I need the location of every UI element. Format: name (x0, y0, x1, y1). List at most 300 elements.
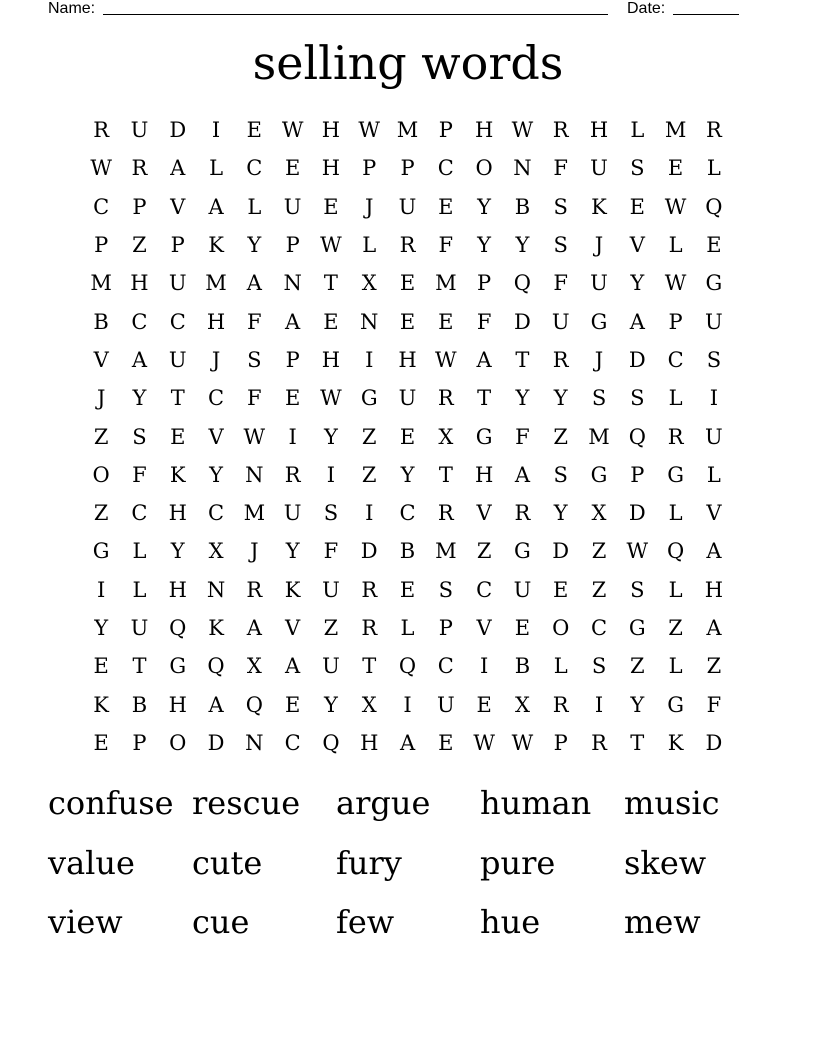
grid-letter[interactable]: R (705, 118, 722, 143)
grid-letter[interactable]: C (131, 309, 148, 334)
grid-letter[interactable]: W (664, 271, 687, 296)
grid-letter[interactable]: W (511, 118, 534, 143)
grid-letter[interactable]: E (399, 271, 416, 296)
grid-letter[interactable]: A (170, 156, 186, 181)
grid-letter[interactable]: U (130, 616, 149, 640)
grid-letter[interactable]: S (630, 386, 645, 411)
grid-letter[interactable]: Y (553, 386, 568, 411)
grid-letter[interactable]: V (208, 424, 224, 449)
grid-letter[interactable]: U (168, 271, 187, 296)
grid-letter[interactable]: E (438, 309, 454, 334)
grid-letter[interactable]: J (250, 539, 259, 564)
grid-letter[interactable]: G (475, 424, 493, 449)
grid-letter[interactable]: U (168, 347, 187, 372)
grid-letter[interactable]: V (706, 501, 722, 526)
grid-letter[interactable]: I (479, 654, 489, 679)
grid-letter[interactable]: K (208, 616, 224, 640)
grid-letter[interactable]: R (514, 501, 531, 526)
grid-letter[interactable]: P (285, 347, 300, 372)
word-bank (48, 777, 768, 956)
grid-letter[interactable]: V (476, 616, 492, 640)
grid-letter[interactable]: I (211, 118, 221, 143)
grid-letter[interactable]: G (92, 539, 110, 564)
grid-letter[interactable]: E (399, 309, 416, 334)
grid-letter[interactable]: I (288, 424, 297, 449)
grid-letter[interactable]: D (628, 347, 646, 372)
grid-letter[interactable]: Z (476, 539, 492, 564)
grid-letter[interactable]: R (246, 577, 263, 602)
grid-letter[interactable]: E (284, 156, 301, 181)
grid-letter[interactable]: A (246, 616, 262, 640)
grid-letter[interactable]: L (668, 233, 683, 258)
grid-letter[interactable]: Q (322, 730, 340, 755)
grid-letter[interactable]: S (553, 194, 568, 219)
grid-letter[interactable]: U (130, 118, 149, 143)
grid-letter[interactable]: L (668, 501, 683, 526)
grid-letter[interactable]: H (704, 577, 724, 602)
grid-letter[interactable]: C (246, 156, 263, 181)
grid-letter[interactable]: P (94, 233, 109, 258)
grid-letter[interactable]: Y (630, 271, 645, 296)
grid-letter[interactable]: L (630, 118, 645, 143)
grid-letter[interactable]: D (552, 539, 570, 564)
grid-letter[interactable]: C (437, 654, 454, 679)
grid-letter[interactable]: Y (553, 501, 568, 526)
grid-letter[interactable]: Y (285, 539, 300, 564)
grid-letter[interactable]: C (93, 194, 110, 219)
grid-letter[interactable]: E (284, 692, 301, 717)
grid-letter[interactable]: L (132, 539, 147, 564)
grid-letter[interactable]: W (358, 118, 381, 143)
grid-letter[interactable]: D (628, 501, 646, 526)
grid-letter[interactable]: K (169, 462, 186, 487)
word-bank-item: cute (192, 843, 263, 882)
grid-letter[interactable]: A (706, 539, 722, 564)
grid-letter[interactable]: D (513, 309, 531, 334)
grid-letter[interactable]: P (362, 156, 377, 181)
grid-letter[interactable]: Q (513, 271, 532, 296)
grid-letter[interactable]: E (476, 692, 492, 717)
grid-letter[interactable]: F (553, 271, 568, 296)
grid-letter[interactable]: U (398, 386, 417, 411)
grid-letter[interactable]: R (284, 462, 301, 487)
grid-letter[interactable]: P (438, 118, 453, 143)
grid-letter[interactable]: P (630, 462, 645, 487)
grid-letter[interactable]: Z (706, 654, 722, 679)
grid-letter[interactable]: L (553, 654, 568, 679)
grid-letter[interactable]: Z (668, 616, 683, 640)
grid-letter[interactable]: O (552, 616, 570, 640)
grid-letter[interactable]: P (668, 309, 683, 334)
grid-letter[interactable]: Z (630, 654, 645, 679)
grid-letter[interactable]: E (399, 424, 416, 449)
grid-letter[interactable]: A (476, 347, 492, 372)
grid-letter[interactable]: P (132, 194, 147, 219)
grid-letter[interactable]: W (473, 730, 495, 755)
grid-letter[interactable]: V (476, 501, 492, 526)
grid-letter[interactable]: K (208, 233, 224, 258)
grid-letter[interactable]: P (553, 730, 568, 755)
grid-letter[interactable]: E (323, 309, 339, 334)
grid-letter[interactable]: D (207, 730, 225, 755)
grid-letter[interactable]: A (514, 462, 530, 487)
grid-letter[interactable]: Y (132, 386, 147, 411)
grid-letter[interactable]: S (591, 654, 607, 679)
grid-letter[interactable]: M (205, 271, 227, 296)
grid-letter[interactable]: M (90, 271, 112, 296)
grid-letter[interactable]: L (668, 577, 683, 602)
grid-letter[interactable]: Z (361, 424, 377, 449)
grid-letter[interactable]: W (626, 539, 649, 564)
grid-letter[interactable]: U (436, 692, 455, 717)
grid-letter[interactable]: X (361, 692, 377, 717)
grid-letter[interactable]: T (170, 386, 185, 411)
grid-letter[interactable]: Q (245, 692, 263, 717)
grid-letter[interactable]: O (475, 156, 493, 181)
grid-letter[interactable]: Q (207, 654, 225, 679)
grid-letter[interactable]: T (132, 654, 147, 679)
word-bank-item: argue (336, 784, 431, 822)
grid-letter[interactable]: A (208, 692, 224, 717)
grid-letter[interactable]: E (399, 577, 416, 602)
grid-letter[interactable]: L (247, 194, 262, 219)
grid-letter[interactable]: F (476, 309, 492, 334)
grid-letter[interactable]: E (706, 233, 722, 258)
grid-letter[interactable]: D (705, 730, 723, 755)
grid-letter[interactable]: O (169, 730, 187, 755)
grid-letter[interactable]: D (169, 118, 187, 143)
grid-letter[interactable]: H (398, 347, 417, 372)
grid-letter[interactable]: Y (515, 233, 530, 258)
grid-letter[interactable]: K (667, 730, 684, 755)
grid-letter[interactable]: N (206, 577, 226, 602)
grid-letter[interactable]: L (668, 654, 683, 679)
grid-letter[interactable]: Z (553, 424, 568, 449)
grid-letter[interactable]: K (93, 692, 109, 717)
grid-letter[interactable]: H (321, 347, 341, 372)
grid-letter[interactable]: F (323, 539, 339, 564)
grid-letter[interactable]: N (245, 462, 264, 487)
grid-letter[interactable]: M (396, 118, 419, 143)
grid-letter[interactable]: P (400, 156, 415, 181)
grid-letter[interactable]: E (323, 194, 339, 219)
grid-letter[interactable]: T (630, 730, 645, 755)
grid-letter[interactable]: R (361, 616, 378, 640)
grid-letter[interactable]: U (283, 194, 302, 219)
grid-letter[interactable]: I (97, 577, 106, 602)
grid-letter[interactable]: G (705, 271, 723, 296)
grid-letter[interactable]: Y (515, 386, 530, 411)
grid-letter[interactable]: R (591, 730, 607, 755)
grid-letter[interactable]: G (667, 462, 684, 487)
grid-letter[interactable]: M (664, 118, 687, 143)
grid-letter[interactable]: R (93, 118, 110, 143)
grid-letter[interactable]: J (594, 233, 604, 258)
grid-letter[interactable]: U (513, 577, 532, 602)
grid-letter[interactable]: M (243, 501, 266, 526)
grid-letter[interactable]: V (93, 347, 109, 372)
grid-letter[interactable]: G (590, 462, 608, 487)
grid-letter[interactable]: C (208, 501, 225, 526)
grid-letter[interactable]: U (590, 271, 608, 296)
grid-letter[interactable]: L (400, 616, 415, 640)
grid-letter[interactable]: X (361, 271, 377, 296)
grid-letter[interactable]: T (362, 654, 377, 679)
grid-letter[interactable]: R (437, 386, 454, 411)
grid-letter[interactable]: R (437, 501, 454, 526)
grid-letter[interactable]: Y (323, 424, 338, 449)
grid-letter[interactable]: I (326, 462, 336, 487)
grid-letter[interactable]: H (168, 501, 187, 526)
grid-letter[interactable]: W (243, 424, 266, 449)
grid-letter[interactable]: S (630, 577, 645, 602)
name-blank-line[interactable] (103, 14, 608, 15)
grid-letter[interactable]: D (360, 539, 378, 564)
grid-letter[interactable]: Q (169, 616, 187, 640)
grid-letter[interactable]: M (435, 539, 457, 564)
grid-letter[interactable]: B (514, 654, 531, 679)
grid-letter[interactable]: C (437, 156, 454, 181)
grid-letter[interactable]: N (513, 156, 532, 181)
grid-letter[interactable]: L (668, 386, 683, 411)
grid-letter[interactable]: Z (323, 616, 339, 640)
grid-letter[interactable]: Y (94, 616, 109, 640)
grid-letter[interactable]: A (285, 309, 301, 334)
date-blank-line[interactable] (673, 14, 739, 15)
grid-letter[interactable]: R (131, 156, 148, 181)
grid-letter[interactable]: E (170, 424, 186, 449)
grid-letter[interactable]: Y (477, 233, 492, 258)
grid-letter[interactable]: G (514, 539, 531, 564)
grid-letter[interactable]: E (438, 730, 454, 755)
grid-letter[interactable]: W (90, 156, 112, 181)
grid-letter[interactable]: F (706, 692, 722, 717)
grid-letter[interactable]: R (552, 692, 569, 717)
grid-letter[interactable]: S (438, 577, 454, 602)
word-bank-item: mew (624, 903, 701, 941)
grid-letter[interactable]: U (322, 654, 340, 679)
grid-letter[interactable]: Z (361, 462, 377, 487)
grid-letter[interactable]: U (551, 309, 570, 334)
grid-letter[interactable]: H (589, 118, 609, 143)
grid-letter[interactable]: R (399, 233, 416, 258)
grid-letter[interactable]: I (365, 501, 374, 526)
grid-letter[interactable]: S (132, 424, 147, 449)
grid-letter[interactable]: C (208, 386, 225, 411)
grid-letter[interactable]: Y (247, 233, 262, 258)
grid-letter[interactable]: J (96, 386, 106, 411)
grid-letter[interactable]: X (591, 501, 607, 526)
page-title: selling words (252, 36, 564, 90)
grid-letter[interactable]: E (667, 156, 684, 181)
grid-letter[interactable]: I (403, 692, 412, 717)
grid-letter[interactable]: F (553, 156, 568, 181)
grid-letter[interactable]: S (591, 386, 607, 411)
grid-letter[interactable]: I (594, 692, 604, 717)
grid-letter[interactable]: A (706, 616, 722, 640)
grid-letter[interactable]: U (590, 156, 608, 181)
grid-letter[interactable]: G (360, 386, 378, 411)
grid-letter[interactable]: F (132, 462, 147, 487)
grid-letter[interactable]: U (322, 577, 340, 602)
grid-letter[interactable]: Q (628, 424, 646, 449)
grid-letter[interactable]: H (206, 309, 226, 334)
grid-letter[interactable]: E (93, 654, 109, 679)
grid-letter[interactable]: J (594, 347, 604, 372)
grid-letter[interactable]: P (170, 233, 185, 258)
grid-letter[interactable]: H (360, 730, 379, 755)
grid-letter[interactable]: E (514, 616, 531, 640)
grid-letter[interactable]: L (706, 462, 721, 487)
grid-letter[interactable]: A (285, 654, 301, 679)
grid-letter[interactable]: E (438, 194, 454, 219)
grid-letter[interactable]: E (629, 194, 645, 219)
grid-letter[interactable]: L (362, 233, 377, 258)
grid-letter[interactable]: Q (705, 194, 723, 219)
grid-letter[interactable]: S (706, 347, 722, 372)
word-bank-item: music (624, 784, 720, 822)
grid-letter[interactable]: C (667, 347, 684, 372)
grid-letter[interactable]: R (552, 347, 569, 372)
grid-letter[interactable]: G (590, 309, 608, 334)
grid-letter[interactable]: A (131, 347, 148, 372)
grid-letter[interactable]: Z (93, 501, 109, 526)
grid-letter[interactable]: Z (132, 233, 147, 258)
grid-letter[interactable]: Y (630, 692, 645, 717)
grid-letter[interactable]: E (246, 118, 262, 143)
grid-letter[interactable]: F (515, 424, 530, 449)
grid-letter[interactable]: U (705, 424, 723, 449)
grid-letter[interactable]: Q (666, 539, 685, 564)
grid-letter[interactable]: F (247, 386, 262, 411)
grid-letter[interactable]: S (553, 233, 568, 258)
grid-letter[interactable]: P (132, 730, 147, 755)
grid-letter[interactable]: A (399, 730, 416, 755)
grid-letter[interactable]: F (438, 233, 454, 258)
grid-letter[interactable]: J (365, 194, 374, 219)
grid-letter[interactable]: Z (591, 577, 607, 602)
grid-letter[interactable]: K (284, 577, 301, 602)
grid-letter[interactable]: H (321, 156, 341, 181)
grid-letter[interactable]: A (629, 309, 645, 334)
grid-letter[interactable]: G (628, 616, 646, 640)
grid-letter[interactable]: A (246, 271, 262, 296)
grid-letter[interactable]: L (706, 156, 721, 181)
grid-letter[interactable]: M (435, 271, 457, 296)
grid-letter[interactable]: Z (93, 424, 109, 449)
grid-letter[interactable]: O (92, 462, 110, 487)
grid-letter[interactable]: R (361, 577, 378, 602)
grid-letter[interactable]: T (515, 347, 530, 372)
grid-letter[interactable]: H (130, 271, 149, 296)
grid-letter[interactable]: G (169, 654, 187, 679)
grid-letter[interactable]: F (247, 309, 262, 334)
grid-letter[interactable]: X (514, 692, 530, 717)
grid-letter[interactable]: N (283, 271, 302, 296)
grid-letter[interactable]: B (514, 194, 531, 219)
grid-letter[interactable]: E (284, 386, 301, 411)
grid-letter[interactable]: J (211, 347, 221, 372)
grid-letter[interactable]: Q (398, 654, 417, 679)
grid-letter[interactable]: S (323, 501, 339, 526)
grid-letter[interactable]: Y (209, 462, 223, 487)
word-bank-item: hue (480, 903, 541, 941)
grid-letter[interactable]: W (511, 730, 534, 755)
grid-letter[interactable]: Y (400, 462, 415, 487)
grid-letter[interactable]: K (591, 194, 607, 219)
grid-letter[interactable]: X (246, 654, 262, 679)
grid-letter[interactable]: Y (477, 194, 492, 219)
grid-letter[interactable]: C (169, 309, 186, 334)
grid-letter[interactable]: U (283, 501, 302, 526)
grid-letter[interactable]: Y (323, 692, 338, 717)
grid-letter[interactable]: R (667, 424, 684, 449)
grid-letter[interactable]: C (399, 501, 416, 526)
grid-letter[interactable]: P (477, 271, 492, 296)
grid-letter[interactable]: H (321, 118, 341, 143)
grid-letter[interactable]: R (552, 118, 569, 143)
grid-letter[interactable]: B (399, 539, 416, 564)
grid-letter[interactable]: H (168, 692, 187, 717)
grid-letter[interactable]: W (664, 194, 687, 219)
grid-letter[interactable]: A (208, 194, 224, 219)
grid-letter[interactable]: N (245, 730, 264, 755)
grid-letter[interactable]: P (438, 616, 453, 640)
grid-letter[interactable]: T (477, 386, 492, 411)
grid-letter[interactable]: L (209, 156, 224, 181)
grid-letter[interactable]: C (590, 616, 608, 640)
grid-letter[interactable]: M (588, 424, 610, 449)
grid-letter[interactable]: W (435, 347, 457, 372)
grid-letter[interactable]: V (170, 194, 186, 219)
grid-letter[interactable]: Z (591, 539, 607, 564)
grid-letter[interactable]: V (629, 233, 645, 258)
grid-letter[interactable]: X (438, 424, 454, 449)
grid-letter[interactable]: G (667, 692, 684, 717)
grid-letter[interactable]: X (208, 539, 224, 564)
grid-letter[interactable]: C (476, 577, 493, 602)
grid-letter[interactable]: T (438, 462, 453, 487)
grid-letter[interactable]: E (553, 577, 569, 602)
grid-letter[interactable]: S (630, 156, 645, 181)
grid-letter[interactable]: C (131, 501, 148, 526)
grid-letter[interactable]: U (398, 194, 417, 219)
grid-letter[interactable]: B (93, 309, 109, 334)
grid-letter[interactable]: H (168, 577, 187, 602)
grid-letter[interactable]: V (285, 616, 301, 640)
grid-letter[interactable]: B (131, 692, 148, 717)
grid-letter[interactable]: E (93, 730, 109, 755)
grid-letter[interactable]: W (281, 118, 304, 143)
grid-letter[interactable]: H (474, 462, 494, 487)
grid-letter[interactable]: U (705, 309, 723, 334)
grid-letter[interactable]: H (474, 118, 494, 143)
grid-letter[interactable]: I (709, 386, 719, 411)
grid-letter[interactable]: T (323, 271, 338, 296)
grid-letter[interactable]: W (320, 233, 342, 258)
grid-letter[interactable]: Y (170, 539, 185, 564)
word-bank-item: view (48, 903, 123, 941)
grid-letter[interactable]: I (365, 347, 374, 372)
grid-letter[interactable]: S (247, 347, 262, 372)
grid-letter[interactable]: C (284, 730, 301, 755)
word-bank-item: few (336, 903, 395, 941)
grid-letter[interactable]: P (285, 233, 300, 258)
grid-letter[interactable]: N (360, 309, 379, 334)
grid-letter[interactable]: W (320, 386, 342, 411)
grid-letter[interactable]: L (132, 577, 147, 602)
grid-letter[interactable]: S (553, 462, 568, 487)
